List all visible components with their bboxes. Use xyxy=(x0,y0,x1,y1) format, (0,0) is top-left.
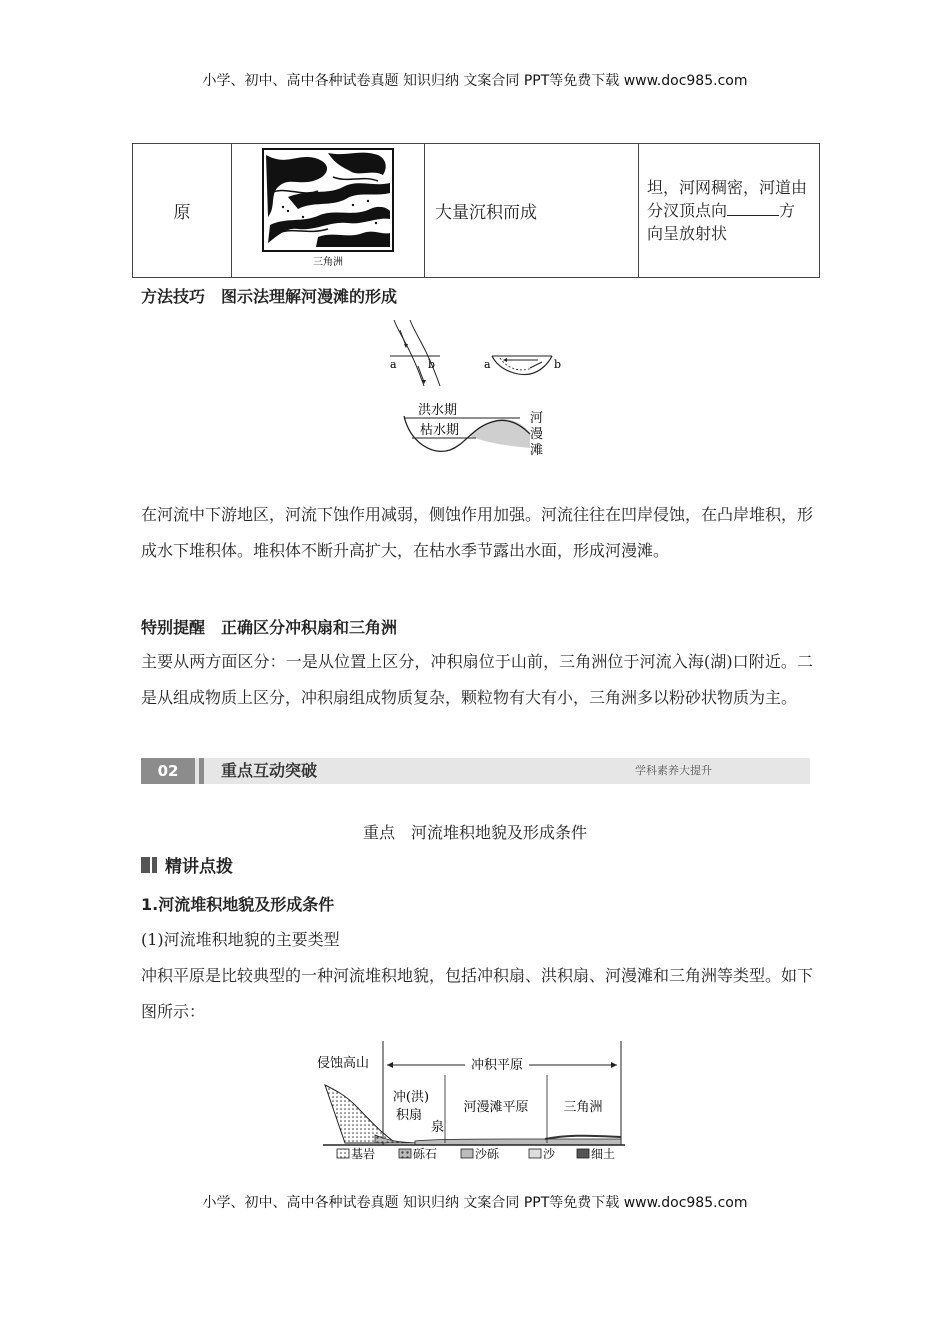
label-a2: a xyxy=(484,358,491,371)
key-point-title: 重点 河流堆积地貌及形成条件 xyxy=(362,823,587,842)
legend-silt-swatch xyxy=(577,1149,589,1158)
legend-sand-swatch xyxy=(529,1149,541,1158)
page-header: 小学、初中、高中各种试卷真题 知识归纳 文案合同 PPT等免费下载 www.doc985.com xyxy=(202,73,748,89)
legend-gravel: 砾石 xyxy=(413,1147,438,1161)
plain-paragraph: 冲积平原是比较典型的一种河流堆积地貌，包括冲积扇、洪积扇、河漫滩和三角洲等类型。如下图所示： xyxy=(141,966,814,1021)
label-b2: b xyxy=(554,358,562,371)
floodplain-diagram xyxy=(380,316,580,466)
reminder-title: 特别提醒 正确区分冲积扇和三角洲 xyxy=(141,618,398,637)
label-delta: 三角洲 xyxy=(563,1100,603,1115)
legend xyxy=(337,1146,615,1161)
label-flood: 洪水期 xyxy=(418,403,458,418)
landform-table xyxy=(132,143,820,278)
table-cell-feature xyxy=(639,144,820,278)
label-floodplain: 河漫滩平原 xyxy=(463,1100,529,1115)
reminder-paragraph: 主要从两方面区分：一是从位置上区分，冲积扇位于山前，三角洲位于河流入海(湖)口附近。二是从组成物质上区分，冲积扇组成物质复杂，颗粒物有大有小，三角洲多以粉砂状物质为主。 xyxy=(141,652,813,707)
banner-subtitle: 学科素养大提升 xyxy=(635,764,712,777)
legend-gravel-swatch xyxy=(399,1149,411,1158)
legend-bedrock-swatch xyxy=(337,1149,349,1158)
delta-map-image xyxy=(258,147,398,269)
table-cell-cause: 大量沉积而成 xyxy=(425,144,639,278)
table-row xyxy=(133,144,820,278)
method-paragraph: 在河流中下游地区，河流下蚀作用减弱，侧蚀作用加强。河流往往在凹岸侵蚀，在凸岸堆积，形成水下堆积体。堆积体不断升高扩大，在枯水季节露出水面，形成河漫滩。 xyxy=(141,505,814,560)
label-a1: a xyxy=(390,358,397,371)
label-floodplain-2: 漫 xyxy=(530,427,544,442)
subheading-1: 1.河流堆积地貌及形成条件 xyxy=(141,895,335,914)
answer-blank[interactable] xyxy=(727,201,779,216)
label-fan-1: 冲(洪) xyxy=(392,1090,430,1105)
label-floodplain-3: 滩 xyxy=(530,443,544,458)
label-dry: 枯水期 xyxy=(420,423,460,438)
legend-sand: 沙 xyxy=(543,1147,556,1161)
table-cell-image xyxy=(232,144,425,278)
method-title: 方法技巧 图示法理解河漫滩的形成 xyxy=(141,287,398,306)
section-marker-icon xyxy=(141,857,157,873)
label-floodplain-1: 河 xyxy=(530,411,544,426)
section-title: 精讲点拨 xyxy=(165,857,233,877)
label-plain: 冲积平原 xyxy=(470,1058,524,1073)
feature-text-2: 方向呈放射状 xyxy=(647,201,796,243)
table-cell-name: 原 xyxy=(133,144,232,278)
subheading-2: (1)河流堆积地貌的主要类型 xyxy=(141,930,340,949)
legend-silt: 细土 xyxy=(591,1147,616,1161)
image-caption: 三角洲 xyxy=(313,257,343,268)
banner-title: 重点互动突破 xyxy=(221,761,318,780)
legend-bedrock: 基岩 xyxy=(351,1147,376,1161)
label-fan-2: 积扇 xyxy=(395,1108,423,1123)
banner-number: 02 xyxy=(141,758,195,784)
banner-divider xyxy=(199,758,204,784)
feature-text-1: 坦，河网稠密，河道由分汊顶点向 xyxy=(647,178,808,220)
label-b1: b xyxy=(428,358,436,371)
section-banner xyxy=(141,758,810,784)
label-mountain: 侵蚀高山 xyxy=(317,1056,370,1071)
label-spring: 泉 xyxy=(431,1120,445,1135)
legend-sandgravel-swatch xyxy=(461,1149,473,1158)
alluvial-plain-diagram xyxy=(315,1035,635,1165)
page-footer: 小学、初中、高中各种试卷真题 知识归纳 文案合同 PPT等免费下载 www.doc985.com xyxy=(202,1195,748,1211)
legend-sandgravel: 沙砾 xyxy=(475,1147,500,1161)
